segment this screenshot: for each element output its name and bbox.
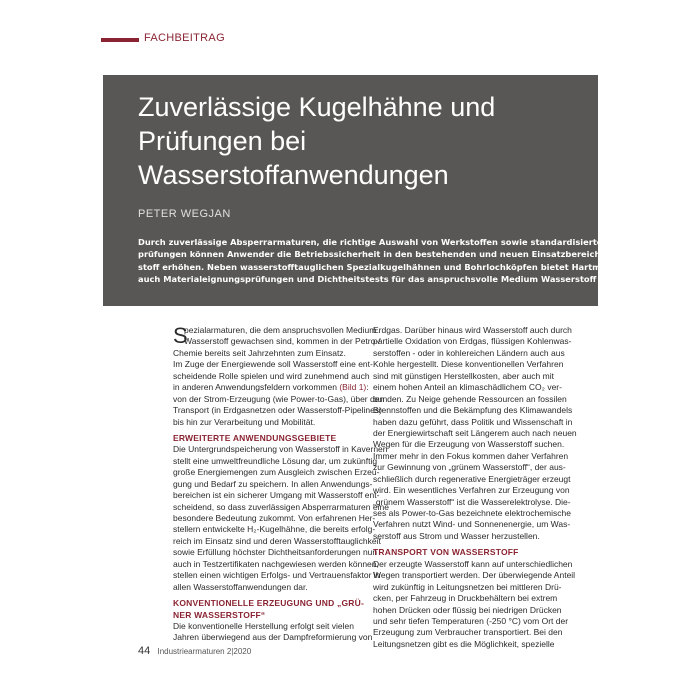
- text-line: Verfahren nutzt Wind- und Sonnenenergie, um Was-: [373, 519, 571, 530]
- text-line: reich im Einsatz sind und deren Wasserstofftauglichkeit: [173, 535, 381, 546]
- left-column: [173, 323, 389, 644]
- text-line: stellen einen wichtigen Erfolgs- und Vertrauensfaktor in: [173, 570, 381, 581]
- text-line: große Energiemengen zum Ausgleich zwischen Erzeu-: [173, 467, 380, 478]
- text-line: serstoff aus Strom und Wasser herzustellen.: [373, 530, 540, 541]
- title-line: Prüfungen bei: [138, 126, 307, 156]
- title-line: Zuverlässige Kugelhähne und: [138, 92, 496, 122]
- text-line: von der Strom-Erzeugung (wie Power-to-Gas), über den: [173, 393, 385, 404]
- publication-name: Industriearmaturen 2|2020: [157, 647, 252, 656]
- abstract-line: Durch zuverlässige Absperrarmaturen, die richtige Auswahl von Werkstoffen sowie standardisierte Druck-: [138, 237, 637, 247]
- page-footer: [138, 645, 251, 657]
- text-line: allen Wasserstoffanwendungen dar.: [173, 581, 308, 592]
- drop-cap: S: [173, 323, 188, 348]
- abstract-line: auch Materialeignungsprüfungen und Dichtheitstests für das anspruchsvolle Medium Wasserstoff (H₂) an.: [138, 274, 635, 285]
- text-line: cken, per Fahrzeug in Druckbehältern bei extrem: [373, 593, 558, 604]
- text-line: Wasserstoff gewachsen sind, kommen in der Petro-/: [184, 336, 381, 347]
- section-heading: KONVENTIONELLE ERZEUGUNG UND „GRÜ-: [173, 598, 364, 609]
- text-line: wird zukünftig in Leitungsnetzen bei mittleren Drü-: [373, 581, 562, 592]
- text-line: scheidend, so dass zuverlässigen Absperrarmaturen eine: [173, 501, 389, 512]
- text-line: zur Gewinnung von „grünem Wasserstoff“, der aus-: [373, 462, 566, 473]
- text-line: [173, 382, 369, 393]
- text-line: stellern entwickelte H₂-Kugelhähne, die bereits erfolg-: [173, 524, 376, 535]
- text-line: gung und Bedarf zu speichern. In allen Anwendungs-: [173, 478, 373, 489]
- text-line: bereichen ist ein sicherer Umgang mit Wasserstoff ent-: [173, 490, 380, 501]
- text-line: stellt eine umweltfreundliche Lösung dar, um zukünftig: [173, 455, 378, 466]
- text-line: „grünem Wasserstoff“ ist die Wasserelektrolyse. Die-: [373, 496, 571, 507]
- right-column: [373, 325, 577, 650]
- text-line: Im Zuge der Energiewende soll Wasserstoff eine ent-: [173, 359, 373, 370]
- page-number: 44: [138, 645, 151, 657]
- text-line: Leitungsnetzen gibt es die Möglichkeit, spezielle: [373, 638, 555, 649]
- figure-reference[interactable]: (Bild 1): [339, 382, 367, 393]
- text-line: partielle Oxidation von Erdgas, flüssigen Kohlenwas-: [373, 336, 572, 347]
- section-label: FACHBEITRAG: [144, 32, 225, 44]
- title-line: Wasserstoffanwendungen: [138, 160, 449, 190]
- text-line: Die Untergrundspeicherung von Wasserstoff in Kavernen: [173, 444, 388, 455]
- text-line: Erdgas. Darüber hinaus wird Wasserstoff auch durch: [373, 325, 572, 335]
- text-line: der Energiewirtschaft seit Längerem auch nach neuen: [373, 427, 577, 438]
- text-line: ses als Power-to-Gas bezeichnete elektrochemische: [373, 508, 571, 518]
- text-line: Transport (in Erdgasnetzen oder Wasserstoff-Pipelines): [173, 405, 382, 416]
- text-line: Der erzeugte Wasserstoff kann auf unterschiedlichen: [373, 558, 573, 569]
- text-line: Jahren überwiegend aus der Dampfreformierung von: [173, 632, 373, 643]
- text-line: auch in Testzertifikaten nachgewiesen werden können,: [173, 558, 379, 569]
- text-line: schließlich durch regenerative Energieträger erzeugt: [373, 473, 571, 484]
- text-line: Wegen für die Erzeugung von Wasserstoff suchen.: [373, 439, 565, 450]
- section-heading: ERWEITERTE ANWENDUNGSGEBIETE: [173, 432, 337, 443]
- text-line: Chemie bereits seit Jahrzehnten zum Einsatz.: [173, 347, 346, 358]
- text-line: und sehr tiefen Temperaturen (-250 °C) vom Ort der: [373, 615, 569, 626]
- text-line: sind mit günstigen Herstellkosten, aber auch mit: [373, 370, 554, 381]
- text-fragment: :: [366, 382, 369, 393]
- article-abstract: [138, 236, 676, 286]
- text-line: scheidende Rolle spielen und wird zunehmend auch: [173, 370, 370, 381]
- text-line: bis hin zur Verarbeitung und Mobilität.: [173, 416, 316, 427]
- text-line: Brennstoffen und die Bekämpfung des Klimawandels: [373, 405, 573, 416]
- text-line: serstoffen - oder in kohlereichen Ländern auch aus: [373, 347, 565, 358]
- text-line: bunden. Zu Neige gehende Ressourcen an fossilen: [373, 393, 567, 404]
- text-line: haben dazu geführt, dass Politik und Wissenschaft in: [373, 416, 573, 427]
- text-fragment: in anderen Anwendungsfeldern vorkommen: [173, 382, 340, 393]
- text-line: pezialarmaturen, die dem anspruchsvollen Medium: [184, 325, 377, 335]
- abstract-line: prüfungen können Anwender die Betriebssicherheit in den bestehenden und neuen Einsatzbereichen von Wasser-: [138, 249, 673, 260]
- article-title: [138, 90, 568, 192]
- author-name: PETER WEGJAN: [138, 208, 231, 220]
- text-line: besondere Bedeutung zukommt. Von erfahrenen Her-: [173, 513, 376, 523]
- text-line: Wegen transportiert werden. Der überwiegende Anteil: [373, 570, 576, 581]
- section-accent-bar: [101, 38, 139, 42]
- text-line: sowie Erfüllung höchster Dichtheitsanforderungen nun: [173, 547, 378, 558]
- text-line: wird. Ein wesentliches Verfahren zur Erzeugung von: [373, 485, 570, 496]
- text-line: Erzeugung zum Verbraucher transportiert. Bei den: [373, 627, 563, 638]
- text-line: einem hohen Anteil an klimaschädlichem CO₂ ver-: [373, 382, 562, 393]
- intro-paragraph: [173, 323, 385, 428]
- text-line: hohen Drücken oder flüssig bei niedrigen Drücken: [373, 604, 562, 615]
- text-line: Immer mehr in den Fokus kommen daher Verfahren: [373, 450, 569, 461]
- text-line: Die konventionelle Herstellung erfolgt seit vielen: [173, 620, 354, 631]
- abstract-line: stoff erhöhen. Neben wasserstofftauglichen Spezialkugelhähnen und Bohrlochköpfen bietet Hartmann Valves jetzt: [138, 261, 676, 272]
- text-line: Kohle hergestellt. Diese konventionellen Verfahren: [373, 359, 564, 370]
- section-heading: TRANSPORT VON WASSERSTOFF: [373, 547, 519, 558]
- section-heading: NER WASSERSTOFF“: [173, 609, 266, 620]
